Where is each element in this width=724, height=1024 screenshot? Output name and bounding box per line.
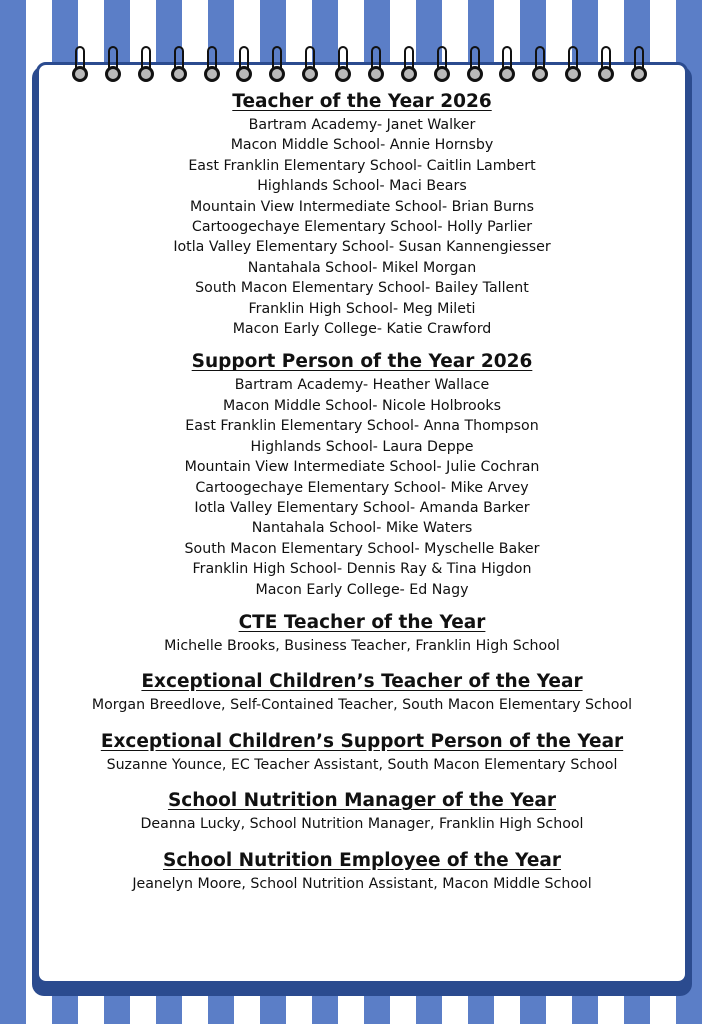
list-item: Macon Early College- Ed Nagy bbox=[255, 581, 469, 598]
list-item: Deanna Lucky, School Nutrition Manager, Franklin High School bbox=[140, 816, 584, 833]
binder-ring-icon bbox=[565, 46, 581, 82]
list-item: Morgan Breedlove, Self-Contained Teacher, South Macon Elementary School bbox=[91, 697, 633, 714]
section-ec-teacher bbox=[36, 670, 688, 715]
binder-ring-icon bbox=[105, 46, 121, 82]
list-item: South Macon Elementary School- Myschelle Baker bbox=[184, 540, 540, 557]
section-heading: School Nutrition Manager of the Year bbox=[167, 790, 557, 812]
binder-ring-icon bbox=[269, 46, 285, 82]
list-item: Michelle Brooks, Business Teacher, Franklin High School bbox=[164, 637, 560, 654]
binder-ring-icon bbox=[368, 46, 384, 82]
binder-ring-icon bbox=[631, 46, 647, 82]
binder-ring-icon bbox=[204, 46, 220, 82]
list-item: Macon Middle School- Nicole Holbrooks bbox=[222, 397, 502, 414]
list-item: Iotla Valley Elementary School- Amanda Barker bbox=[194, 499, 530, 516]
list-item: Jeanelyn Moore, School Nutrition Assistant, Macon Middle School bbox=[132, 875, 592, 892]
binder-ring-icon bbox=[236, 46, 252, 82]
list-item: Franklin High School- Meg Mileti bbox=[248, 300, 476, 317]
binder-ring-icon bbox=[598, 46, 614, 82]
list-item: East Franklin Elementary School- Caitlin Lambert bbox=[188, 157, 536, 174]
list-item: Iotla Valley Elementary School- Susan Kannengiesser bbox=[173, 239, 551, 256]
section-heading: Support Person of the Year 2026 bbox=[191, 351, 533, 373]
binder-ring-icon bbox=[302, 46, 318, 82]
list-item: East Franklin Elementary School- Anna Thompson bbox=[185, 418, 539, 435]
list-item: Cartoogechaye Elementary School- Holly Parlier bbox=[191, 219, 533, 236]
list-item: Macon Middle School- Annie Hornsby bbox=[230, 137, 494, 154]
section-teacher-of-the-year bbox=[36, 90, 688, 339]
section-nutrition-employee bbox=[36, 849, 688, 894]
list-item: Nantahala School- Mike Waters bbox=[251, 520, 473, 537]
section-ec-support-person bbox=[36, 730, 688, 775]
section-support-person-of-the-year bbox=[36, 350, 688, 599]
section-cte-teacher bbox=[36, 611, 688, 656]
list-item: Bartram Academy- Heather Wallace bbox=[234, 377, 490, 394]
binder-ring-icon bbox=[72, 46, 88, 82]
section-heading: Exceptional Children’s Teacher of the Year bbox=[141, 671, 583, 693]
list-item: Suzanne Younce, EC Teacher Assistant, South Macon Elementary School bbox=[106, 756, 618, 773]
binder-ring-icon bbox=[335, 46, 351, 82]
binder-rings bbox=[0, 46, 724, 86]
binder-ring-icon bbox=[532, 46, 548, 82]
list-item: Franklin High School- Dennis Ray & Tina Higdon bbox=[192, 561, 532, 578]
list-item: Highlands School- Maci Bears bbox=[257, 178, 467, 195]
section-heading: Exceptional Children’s Support Person of the Year bbox=[100, 730, 624, 752]
binder-ring-icon bbox=[171, 46, 187, 82]
binder-ring-icon bbox=[401, 46, 417, 82]
awards-list bbox=[36, 90, 688, 894]
section-nutrition-manager bbox=[36, 789, 688, 834]
list-item: Mountain View Intermediate School- Brian Burns bbox=[190, 198, 534, 215]
list-item: Macon Early College- Katie Crawford bbox=[232, 321, 492, 338]
list-item: Highlands School- Laura Deppe bbox=[250, 438, 474, 455]
section-heading: CTE Teacher of the Year bbox=[238, 611, 486, 633]
binder-ring-icon bbox=[434, 46, 450, 82]
list-item: Bartram Academy- Janet Walker bbox=[248, 117, 476, 133]
list-item: Nantahala School- Mikel Morgan bbox=[247, 259, 477, 276]
list-item: Cartoogechaye Elementary School- Mike Arvey bbox=[195, 479, 529, 496]
section-heading: Teacher of the Year 2026 bbox=[232, 91, 492, 112]
section-heading: School Nutrition Employee of the Year bbox=[163, 849, 561, 871]
list-item: South Macon Elementary School- Bailey Tallent bbox=[195, 280, 529, 297]
binder-ring-icon bbox=[138, 46, 154, 82]
binder-ring-icon bbox=[467, 46, 483, 82]
list-item: Mountain View Intermediate School- Julie Cochran bbox=[184, 459, 540, 476]
binder-ring-icon bbox=[499, 46, 515, 82]
